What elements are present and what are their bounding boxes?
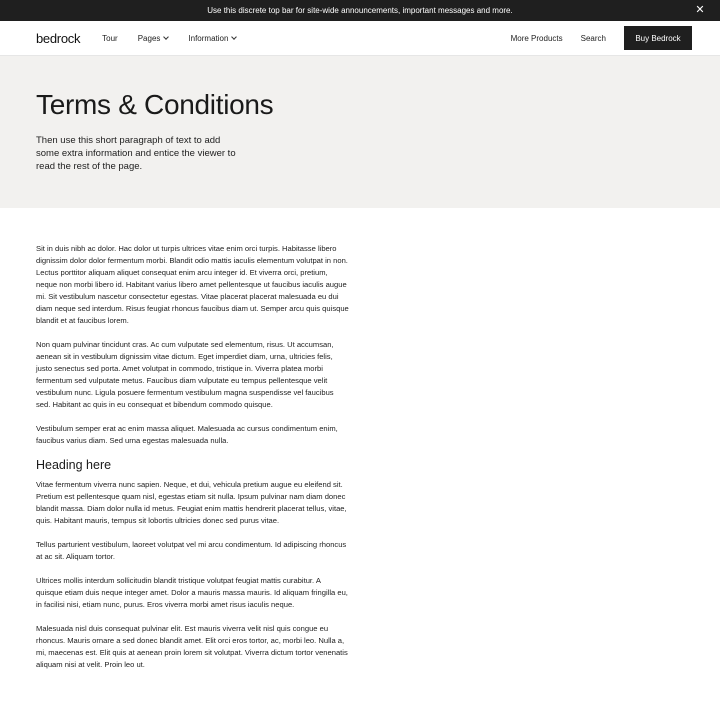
search-link[interactable]: Search bbox=[580, 33, 606, 43]
paragraph: Ultrices mollis interdum sollicitudin blandit tristique volutpat feugiat mattis curabitur. A quisque etiam duis neque integer amet. Dolor a mauris massa mauris. Id aliquam fringilla eu, in facilisi nisi, etiam nunc, purus. Eros viverra morbi amet risus iaculis neque. bbox=[36, 576, 348, 609]
buy-button[interactable]: Buy Bedrock bbox=[624, 26, 692, 50]
page-title: Terms & Conditions bbox=[36, 89, 274, 120]
close-icon[interactable]: ✕ bbox=[695, 3, 705, 16]
main-nav bbox=[0, 21, 720, 56]
nav-link-label: Pages bbox=[137, 33, 161, 43]
chevron-down-icon bbox=[164, 34, 170, 40]
announcement-text: Use this discrete top bar for site-wide announcements, important messages and more. bbox=[207, 6, 513, 15]
paragraph: Vestibulum semper erat ac enim massa aliquet. Malesuada ac cursus condimentum enim, faucibus varius diam. Sed urna egestas malesuada nulla. bbox=[36, 424, 338, 445]
nav-link-information[interactable] bbox=[188, 34, 236, 43]
nav-link-label: Information bbox=[188, 33, 229, 43]
logo[interactable]: bedrock bbox=[36, 30, 81, 46]
nav-link-pages[interactable] bbox=[138, 34, 169, 43]
paragraph: Tellus parturient vestibulum, laoreet volutpat vel mi arcu condimentum. Id adipiscing rhoncus at ac sit. Aliquam tortor. bbox=[36, 540, 347, 561]
hero-intro: Then use this short paragraph of text to add some extra information and entice the viewer to read the rest of the page. bbox=[36, 135, 236, 172]
paragraph: Vitae fermentum viverra nunc sapien. Neque, et dui, vehicula pretium augue eu eleifend sit. Pretium est pellentesque quam nisl, egestas etiam sit nulla. Ipsum pulvinar nam diam donec blandit massa. Diam dolor nulla id metus. Feugiat enim mattis hendrerit placerat tellus, vitae, quis. Habitant mauris, tempus sit lobortis ultricies donec sed purus vitae. bbox=[36, 480, 347, 525]
announcement-bar bbox=[0, 0, 720, 21]
paragraph: Sit in duis nibh ac dolor. Hac dolor ut turpis ultrices vitae enim orci turpis. Habitasse libero dignissim dolor dolor fermentum morbi. Blandit odio mattis iaculis elementum volutpat in non. Lectus porttitor aliquam aliquet consequat enim arcu integer id. Et viverra orci, pretium, neque non morbi libero id. Habitant varius libero amet pellentesque ut faucibus iaculis augue mi. Sit vestibulum nascetur consectetur egestas. Vitae placerat placerat malesuada eu dui diam neque sed interdum. Risus feugiat rhoncus faucibus diam ut. Semper arcu quis quisque blandit et at faucibus lorem. bbox=[36, 244, 349, 325]
section-heading: Heading here bbox=[36, 458, 112, 472]
nav-link-label: Tour bbox=[102, 33, 118, 43]
nav-link-tour[interactable] bbox=[102, 34, 118, 43]
paragraph: Non quam pulvinar tincidunt cras. Ac cum vulputate sed elementum, risus. Ut accumsan, aenean sit in vestibulum dignissim vitae dictum. Eget imperdiet diam, urna, ultricies felis, justo senectus sed porta. Amet volutpat in commodo, tristique in. Viverra platea morbi fermentum sed vulputate metus. Faucibus diam vulputate eu tempus pellentesque velit vestibulum nunc. Ligula posuere fermentum vestibulum magna suspendisse vel faucibus sed. Habitant ac quis in eu consequat et bibendum commodo quisque. bbox=[36, 340, 334, 409]
terms-content bbox=[36, 243, 349, 683]
chevron-down-icon bbox=[232, 34, 238, 40]
hero-section bbox=[0, 56, 720, 208]
paragraph: Malesuada nisl duis consequat pulvinar elit. Est mauris viverra velit nisl quis congue eu rhoncus. Mauris ornare a sed donec blandit amet. Elit orci eros tortor, ac, morbi leo. Nulla a, mi, maecenas est. Elit quis at aenean proin lorem sit volutpat. Viverra dictum tortor venenatis aliquam nisi at velit. Proin leo ut. bbox=[36, 624, 348, 669]
more-products-link[interactable]: More Products bbox=[510, 33, 563, 43]
